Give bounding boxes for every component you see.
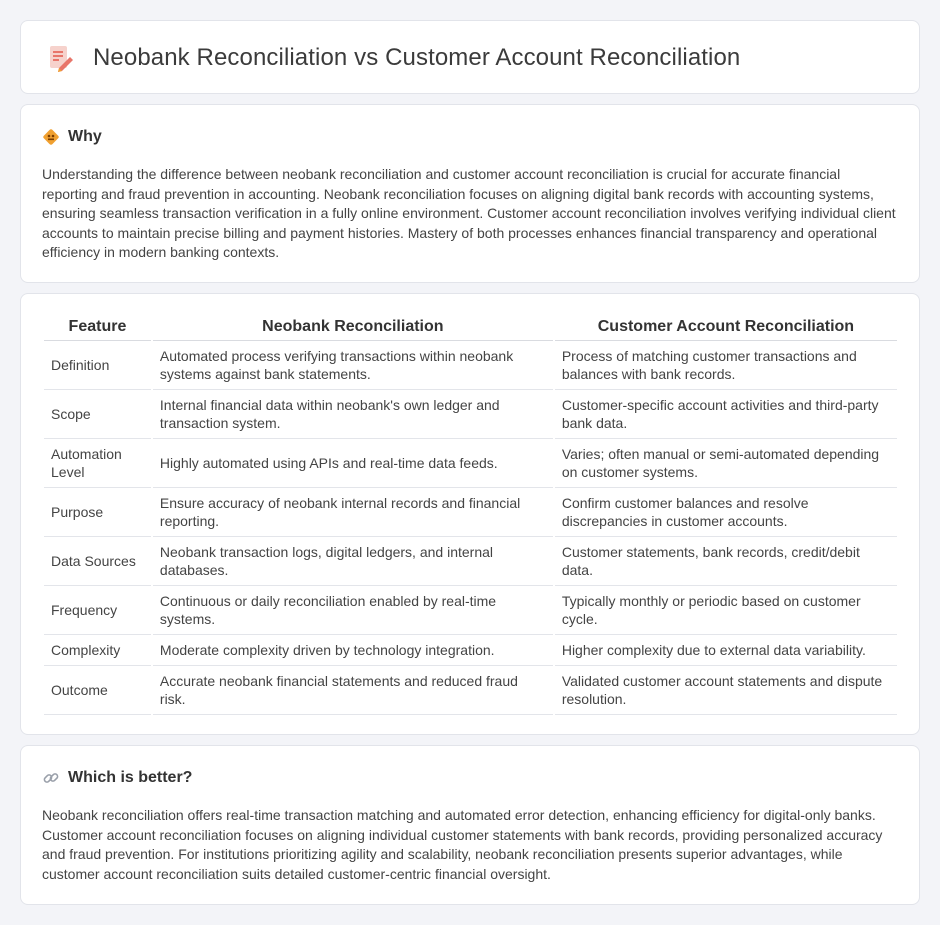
feature-cell: Data Sources [44, 537, 151, 586]
table-row [44, 390, 897, 439]
feature-cell: Automation Level [44, 439, 151, 488]
link-icon [42, 769, 60, 787]
title-row [45, 43, 740, 73]
feature-cell: Definition [44, 341, 151, 390]
customer-cell: Typically monthly or periodic based on customer cycle. [555, 586, 897, 635]
table-row [44, 439, 897, 488]
table-header-row [44, 314, 897, 341]
better-heading: Which is better? [68, 769, 193, 786]
comparison-table-card [20, 293, 920, 735]
neobank-cell: Ensure accuracy of neobank internal records and financial reporting. [153, 488, 553, 537]
neobank-cell: Continuous or daily reconciliation enabled by real-time systems. [153, 586, 553, 635]
header-customer: Customer Account Reconciliation [555, 314, 897, 341]
customer-cell: Customer statements, bank records, credit/debit data. [555, 537, 897, 586]
customer-cell: Validated customer account statements and dispute resolution. [555, 666, 897, 715]
neobank-cell: Internal financial data within neobank's own ledger and transaction system. [153, 390, 553, 439]
customer-cell: Process of matching customer transactions and balances with bank records. [555, 341, 897, 390]
diamond-sign-icon [42, 128, 60, 146]
why-section [20, 104, 920, 283]
why-heading-row [42, 128, 102, 146]
better-heading-row [42, 769, 192, 787]
table-row [44, 537, 897, 586]
feature-cell: Outcome [44, 666, 151, 715]
feature-cell: Complexity [44, 635, 151, 666]
feature-cell: Purpose [44, 488, 151, 537]
feature-cell: Frequency [44, 586, 151, 635]
document-pencil-icon [45, 43, 75, 73]
why-heading: Why [68, 128, 102, 145]
table-row [44, 666, 897, 715]
better-text: Neobank reconciliation offers real-time transaction matching and automated error detection, enhancing efficiency for digital-only banks. Customer account reconciliation focuses on aligning individual customer statements with bank records, providing personalized accuracy and fraud prevention. For institutions prioritizing agility and scalability, neobank reconciliation presents superior advantages, while customer account reconciliation suits detailed customer-centric financial oversight. [42, 807, 883, 882]
title-card [20, 20, 920, 94]
table-row [44, 488, 897, 537]
neobank-cell: Moderate complexity driven by technology integration. [153, 635, 553, 666]
header-feature: Feature [44, 314, 151, 341]
customer-cell: Confirm customer balances and resolve discrepancies in customer accounts. [555, 488, 897, 537]
page-title: Neobank Reconciliation vs Customer Account Reconciliation [93, 44, 741, 71]
neobank-cell: Automated process verifying transactions within neobank systems against bank statements. [153, 341, 553, 390]
feature-cell: Scope [44, 390, 151, 439]
table-row [44, 341, 897, 390]
customer-cell: Higher complexity due to external data variability. [555, 635, 897, 666]
customer-cell: Customer-specific account activities and third-party bank data. [555, 390, 897, 439]
neobank-cell: Accurate neobank financial statements and reduced fraud risk. [153, 666, 553, 715]
which-is-better-section [20, 745, 920, 905]
header-neobank: Neobank Reconciliation [153, 314, 553, 341]
table-row [44, 635, 897, 666]
comparison-table [42, 314, 899, 715]
table-row [44, 586, 897, 635]
why-text: Understanding the difference between neobank reconciliation and customer account reconciliation is crucial for accurate financial reporting and fraud prevention in accounting. Neobank reconciliation focuses on aligning digital bank records with accounting systems, ensuring seamless transaction verification in a fully online environment. Customer account reconciliation involves verifying individual client accounts to maintain precise billing and payment histories. Mastery of both processes enhances financial transparency and operational efficiency in modern banking contexts. [42, 166, 896, 260]
customer-cell: Varies; often manual or semi-automated depending on customer systems. [555, 439, 897, 488]
neobank-cell: Neobank transaction logs, digital ledgers, and internal databases. [153, 537, 553, 586]
neobank-cell: Highly automated using APIs and real-time data feeds. [153, 439, 553, 488]
